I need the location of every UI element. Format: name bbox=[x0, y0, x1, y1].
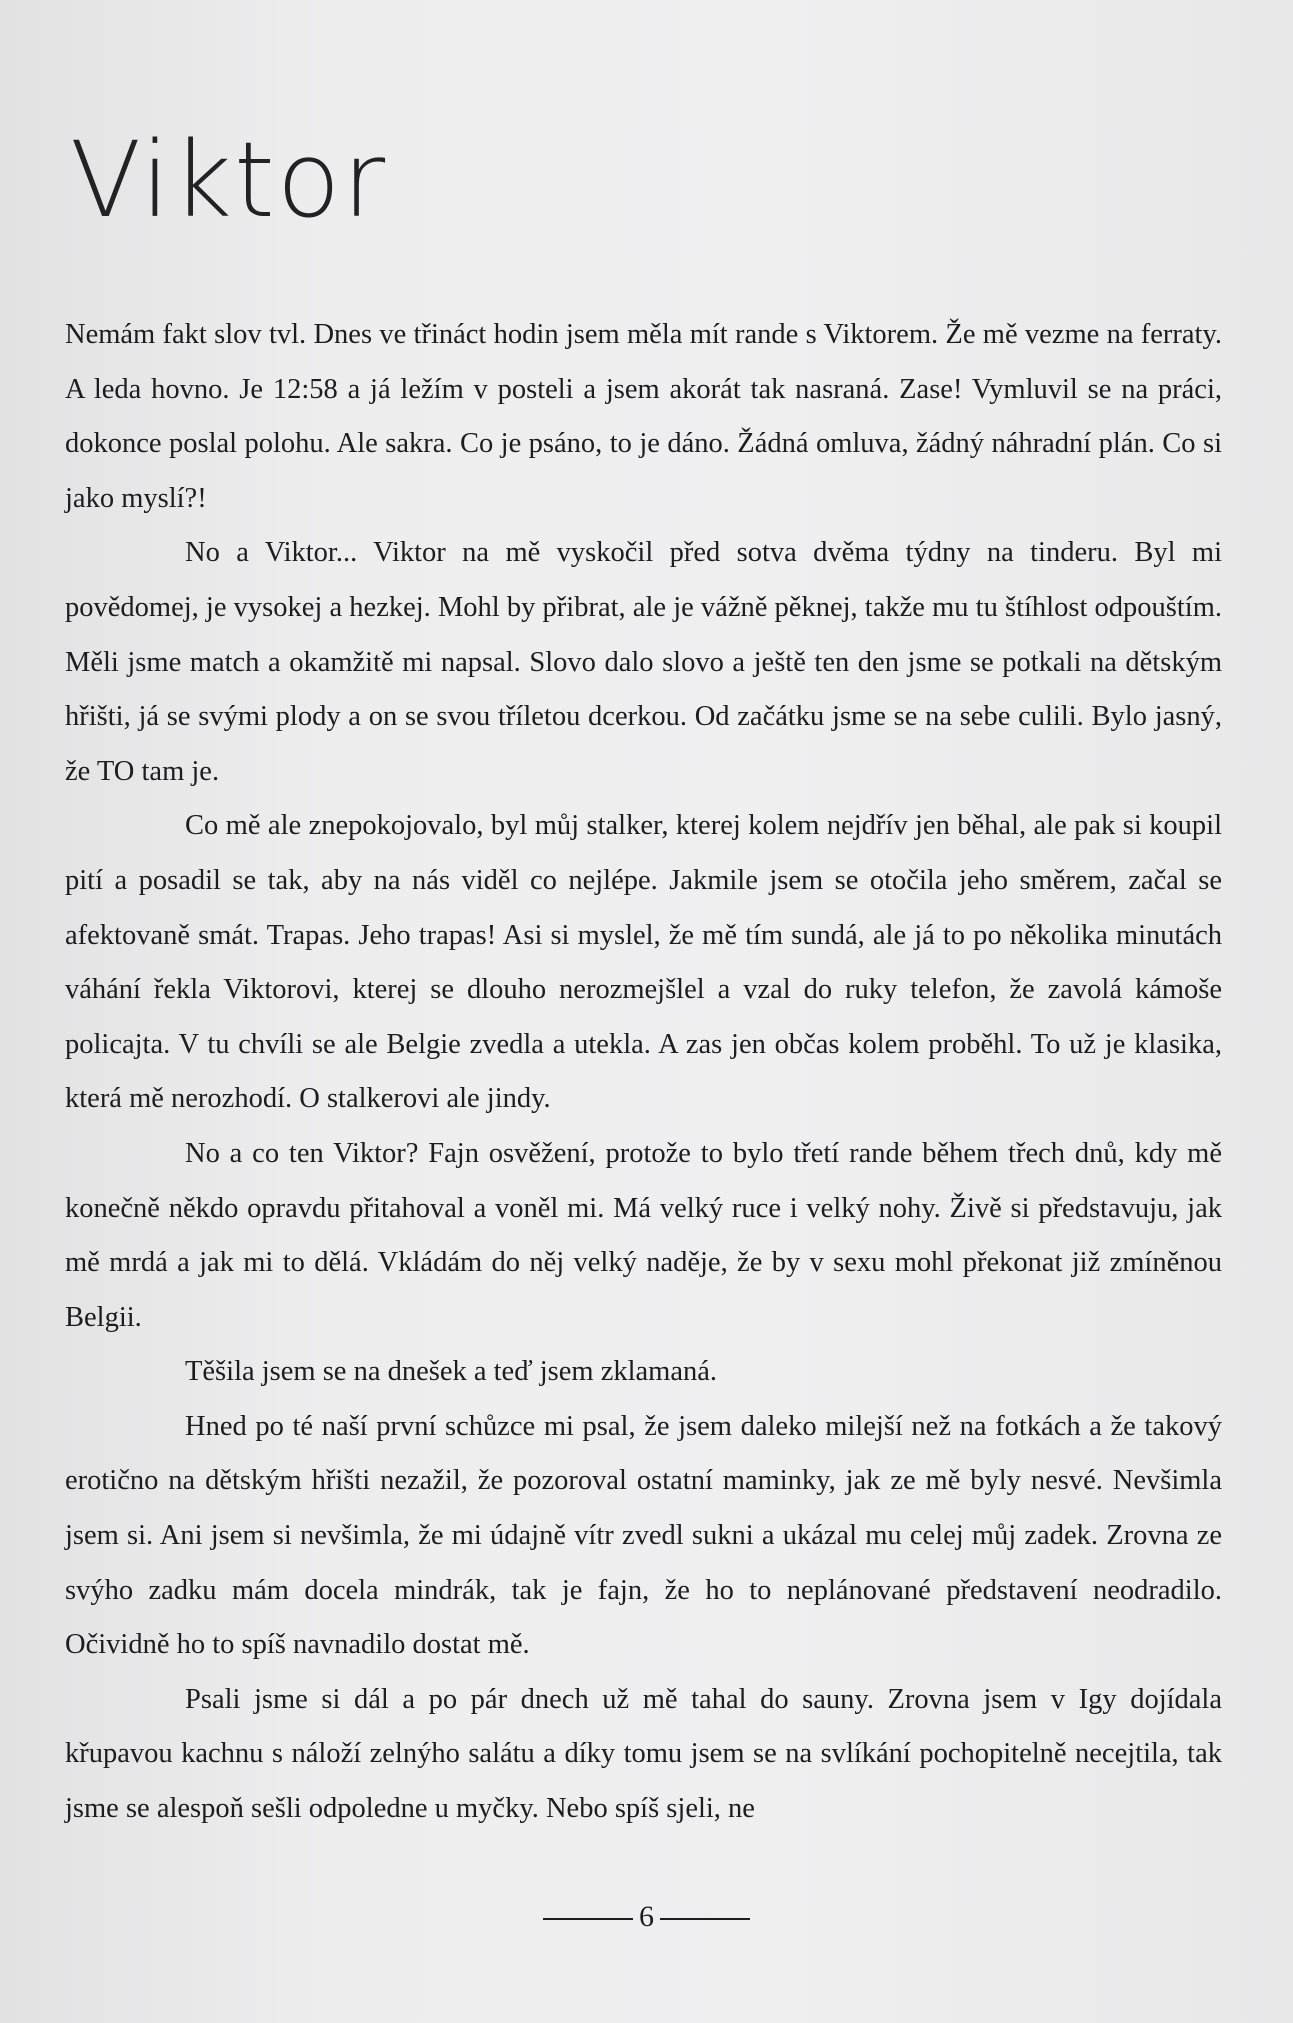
chapter-body bbox=[65, 308, 1222, 1837]
paragraph: Psali jsme si dál a po pár dnech už mě tahal do sauny. Zrovna jsem v Igy dojídala křupavou kachnu s náloží zelnýho salátu a díky tomu jsem se na svlíkání pochopitelně necejtila, tak jsme se alespoň sešli odpoledne u myčky. Nebo spíš sjeli, ne bbox=[65, 1683, 1222, 1825]
paragraph: No a co ten Viktor? Fajn osvěžení, protože to bylo třetí rande během třech dnů, kdy mě konečně někdo opravdu přitahoval a voněl mi. Má velký ruce i velký nohy. Živě si představuju, jak mě mrdá a jak mi to dělá. Vkládám do něj velký naděje, že by v sexu mohl překonat již zmíněnou Belgii. bbox=[65, 1137, 1222, 1333]
paragraph: Nemám fakt slov tvl. Dnes ve třináct hodin jsem měla mít rande s Viktorem. Že mě vezme na ferraty. A leda hovno. Je 12:58 a já ležím v posteli a jsem akorát tak nasraná. Zase! Vymluvil se na práci, dokonce poslal polohu. Ale sakra. Co je psáno, to je dáno. Žádná omluva, žádný náhradní plán. Co si jako myslí?! bbox=[65, 319, 1222, 514]
footer-rule-right bbox=[660, 1918, 750, 1920]
page-number: 6 bbox=[639, 1900, 654, 1933]
page-footer bbox=[0, 1897, 1293, 1937]
paragraph: Hned po té naší první schůzce mi psal, že jsem daleko milejší než na fotkách a že takový erotično na dětským hřišti nezažil, že pozoroval ostatní maminky, jak ze mě byly nesvé. Nevšimla jsem si. Ani jsem si nevšimla, že mi údajně vítr zvedl sukni a ukázal mu celej můj zadek. Zrovna ze svýho zadku mám docela mindrák, tak je fajn, že ho to neplánované představení neodradilo. Očividně ho to spíš navnadilo dostat mě. bbox=[65, 1410, 1222, 1661]
chapter-title: Viktor bbox=[70, 119, 388, 241]
paragraph: Co mě ale znepokojovalo, byl můj stalker, kterej kolem nejdřív jen běhal, ale pak si koupil pití a posadil se tak, aby na nás viděl co nejlépe. Jakmile jsem se otočila jeho směrem, začal se afektovaně smát. Trapas. Jeho trapas! Asi si myslel, že mě tím sundá, ale já to po několika minutách váhání řekla Viktorovi, kterej se dlouho nerozmejšlel a vzal do ruky telefon, že zavolá kámoše policajta. V tu chvíli se ale Belgie zvedla a utekla. A zas jen občas kolem proběhl. To už je klasika, která mě nerozhodí. O stalkerovi ale jindy. bbox=[65, 810, 1222, 1115]
paragraph: No a Viktor... Viktor na mě vyskočil před sotva dvěma týdny na tinderu. Byl mi povědomej, je vysokej a hezkej. Mohl by přibrat, ale je vážně pěknej, takže mu tu štíhlost odpouštím. Měli jsme match a okamžitě mi napsal. Slovo dalo slovo a ještě ten den jsme se potkali na dětským hřišti, já se svými plody a on se svou tříletou dcerkou. Od začátku jsme se na sebe culili. Bylo jasný, že TO tam je. bbox=[65, 537, 1222, 787]
footer-rule-left bbox=[543, 1918, 633, 1920]
paragraph: Těšila jsem se na dnešek a teď jsem zklamaná. bbox=[185, 1356, 718, 1388]
